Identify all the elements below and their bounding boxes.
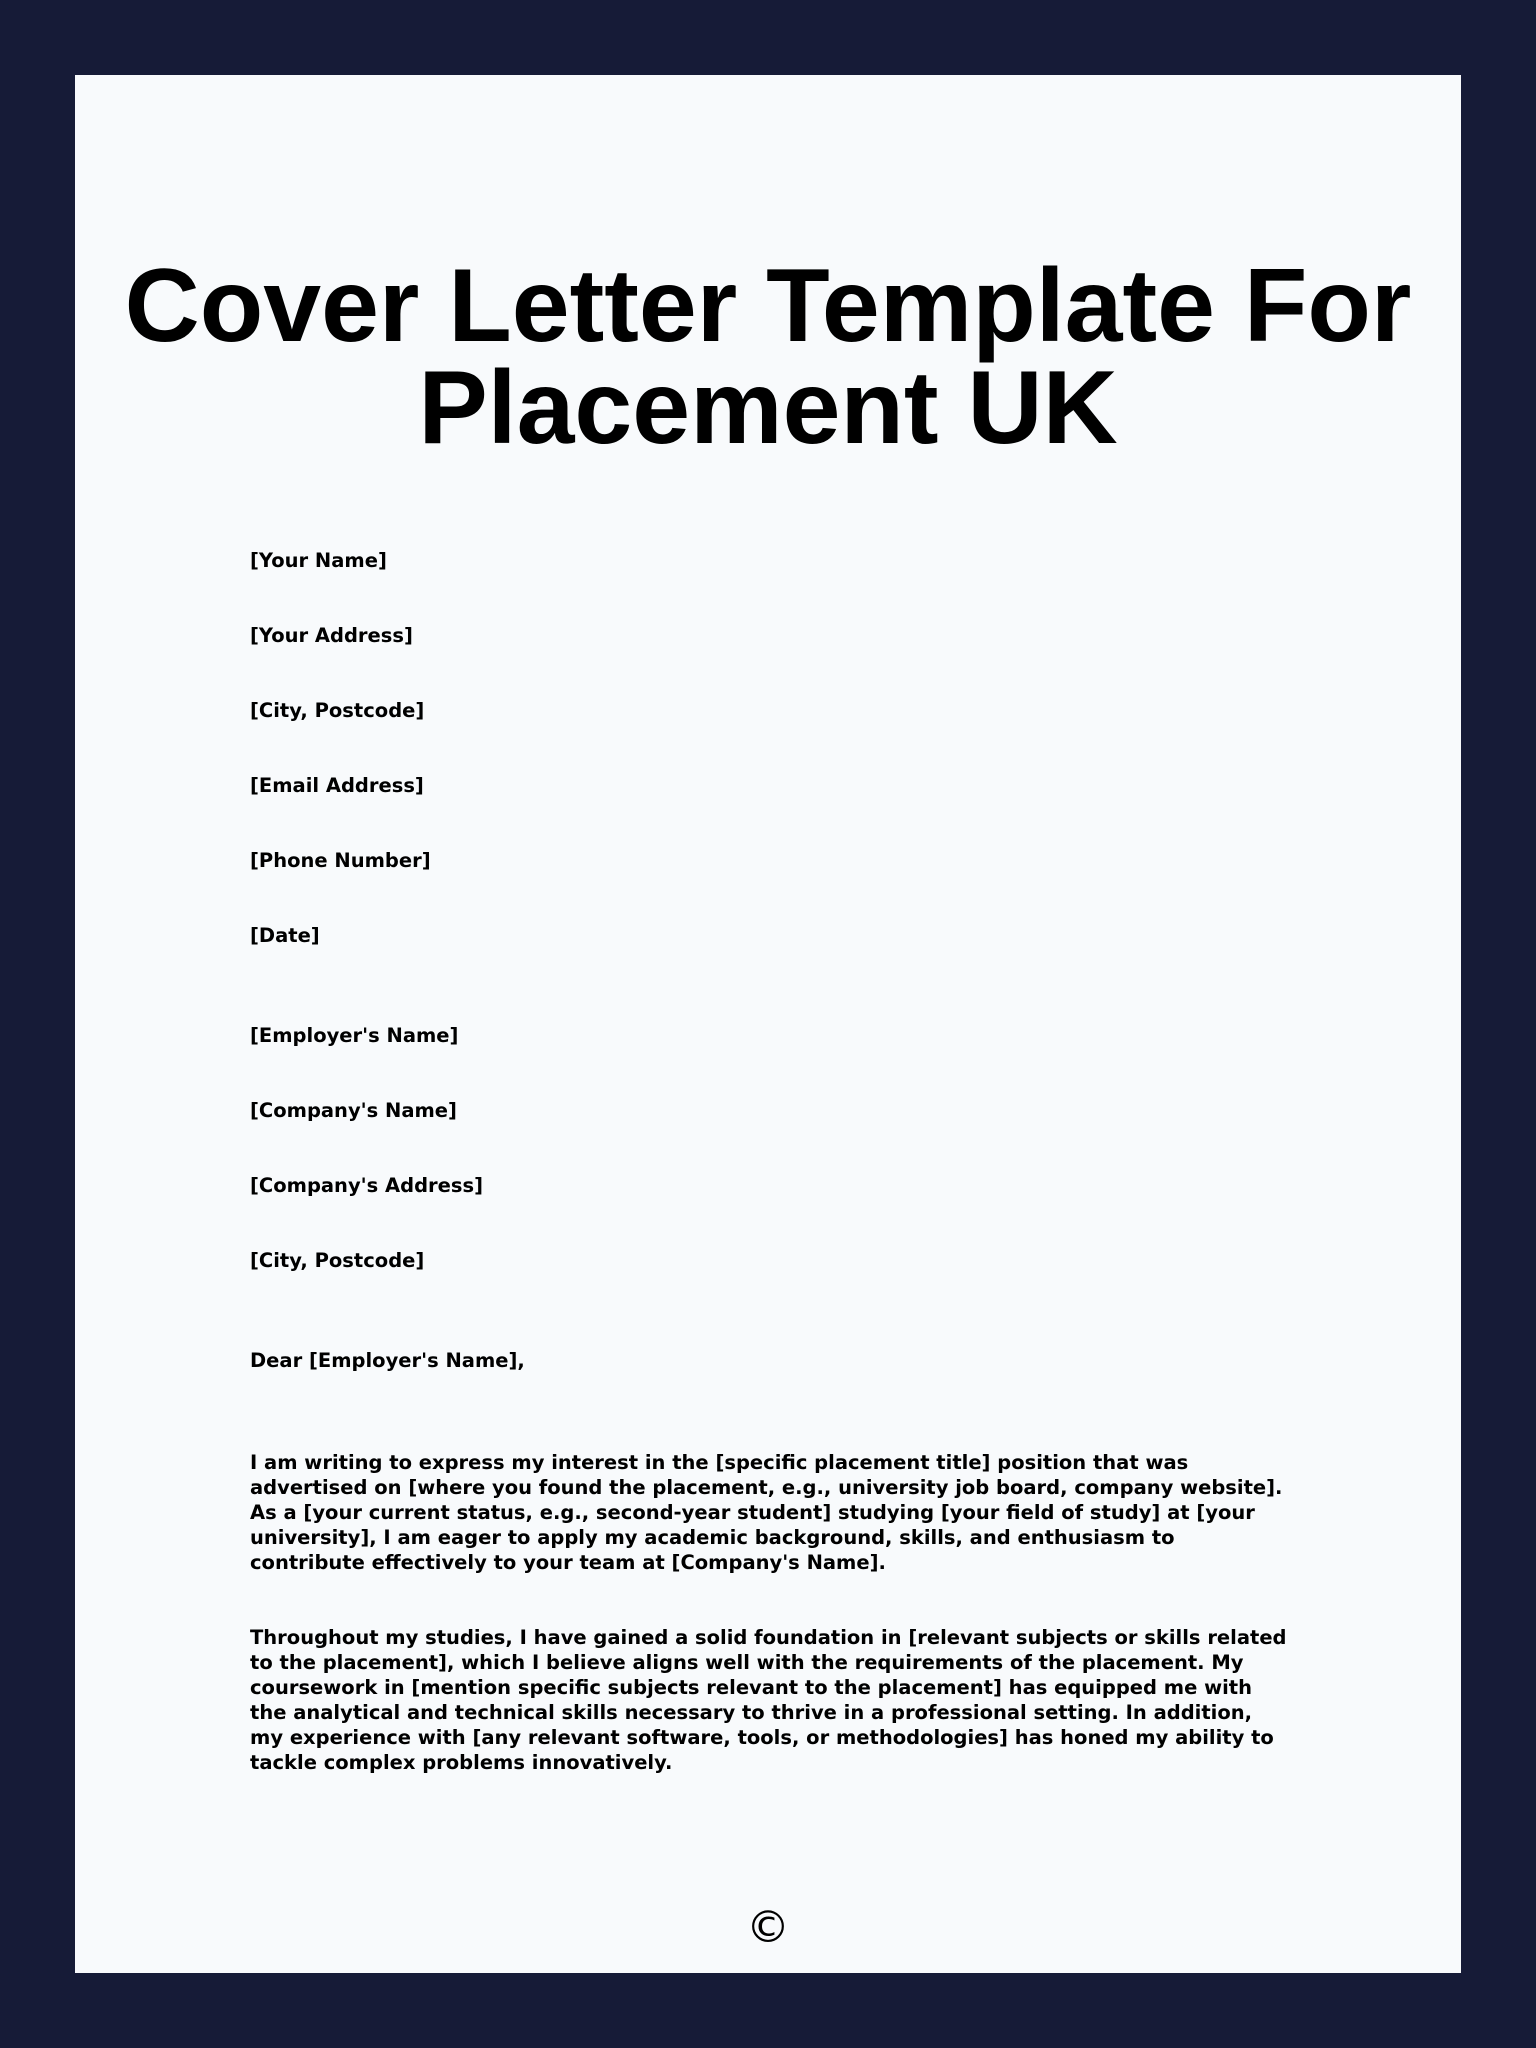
- sender-phone: [Phone Number]: [250, 849, 431, 872]
- copyright-icon: ©: [746, 1902, 790, 1953]
- sender-city-postcode: [City, Postcode]: [250, 699, 425, 722]
- recipient-employer-name: [Employer's Name]: [250, 1024, 459, 1047]
- sender-name: [Your Name]: [250, 549, 387, 572]
- salutation: Dear [Employer's Name],: [250, 1349, 525, 1372]
- sender-address: [Your Address]: [250, 624, 413, 647]
- page-title: Cover Letter Template For Placement UK: [124, 248, 1412, 466]
- body-paragraph: I am writing to express my interest in the [specific placement title] position that was advertised on [where you found the placement, e.g., university job board, company website]. As a [your current status, e.g., second-year student] studying [your field of study] at [your university], I am eager to apply my academic background, skills, and enthusiasm to contribute effectively to your team at [Company's Name].: [250, 1451, 1283, 1574]
- body-paragraph: Throughout my studies, I have gained a solid foundation in [relevant subjects or skills related to the placement], which I believe aligns well with the requirements of the placement. My coursework in [mention specific subjects relevant to the placement] has equipped me with the analytical and technical skills necessary to thrive in a professional setting. In addition, my experience with [any relevant software, tools, or methodologies] has honed my ability to tackle complex problems innovatively.: [250, 1626, 1287, 1774]
- letter-date: [Date]: [250, 924, 320, 947]
- recipient-company-address: [Company's Address]: [250, 1174, 483, 1197]
- recipient-city-postcode: [City, Postcode]: [250, 1249, 425, 1272]
- sender-email: [Email Address]: [250, 774, 424, 797]
- letter-page: [75, 75, 1461, 1973]
- recipient-company-name: [Company's Name]: [250, 1099, 457, 1122]
